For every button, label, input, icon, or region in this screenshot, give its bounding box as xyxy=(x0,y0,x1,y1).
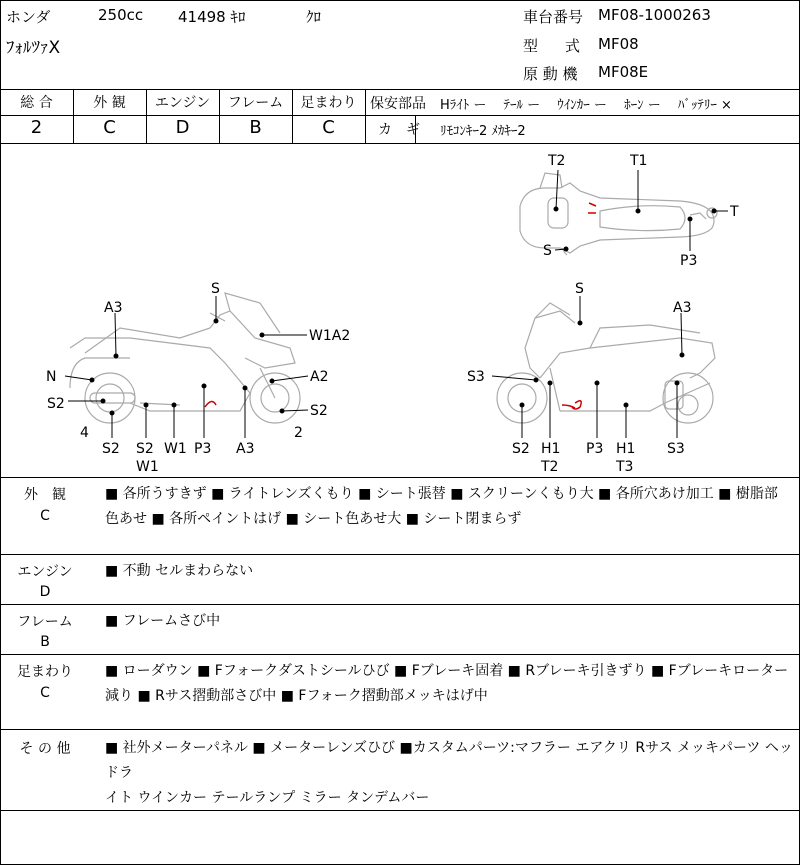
label-a2: A2 xyxy=(310,369,329,385)
label-4: 4 xyxy=(80,425,89,441)
mileage: 41498 ｷﾛ xyxy=(178,8,246,26)
label-s: S xyxy=(575,281,584,297)
displacement: 250cc xyxy=(98,6,144,24)
grade-header-suspension: 足まわり xyxy=(300,95,357,111)
label-h1: H1 xyxy=(541,441,561,457)
label-t2: T2 xyxy=(541,459,559,475)
label-p3: P3 xyxy=(680,253,698,269)
label-s: S xyxy=(543,243,552,259)
frame-no-label: 車台番号 xyxy=(523,8,584,26)
right-side-outline xyxy=(497,303,715,423)
label-a3: A3 xyxy=(104,300,123,316)
safety-parts-label: 保安部品 xyxy=(370,96,426,112)
grade-value-exterior: C xyxy=(103,117,116,138)
maker-name: ホンダ xyxy=(6,8,51,26)
label-s3: S3 xyxy=(667,441,685,457)
label-s: S xyxy=(211,281,220,297)
right-side-labels xyxy=(467,281,691,475)
section-line: 減り ■ Rサス摺動部さび中 ■ Fフォーク摺動部メッキはげ中 xyxy=(105,688,488,704)
section-grade: B xyxy=(40,634,50,650)
section-line: ■ 不動 セルまわらない xyxy=(105,563,254,579)
key-items: ﾘﾓｺﾝｷｰ2 ﾒｶｷｰ2 xyxy=(440,124,526,139)
divider xyxy=(0,604,800,605)
section-title: 足まわり xyxy=(17,664,73,680)
type-value: MF08 xyxy=(598,35,639,53)
label-t3: T3 xyxy=(616,459,634,475)
label-h1: H1 xyxy=(616,441,636,457)
divider xyxy=(0,654,800,655)
section-line: 色あせ ■ 各所ペイントはげ ■ シート色あせ大 ■ シート閉まらず xyxy=(105,511,522,527)
label-s2: S2 xyxy=(102,441,120,457)
grade-value-overall: 2 xyxy=(30,117,43,138)
label-s2: S2 xyxy=(310,403,328,419)
grade-header-frame: フレーム xyxy=(227,95,284,111)
engine-label: 原 動 機 xyxy=(523,65,578,83)
divider xyxy=(0,115,365,116)
label-s2: S2 xyxy=(47,396,65,412)
divider xyxy=(365,115,800,116)
section-line: ■ 各所うすきず ■ ライトレンズくもり ■ シート張替 ■ スクリーンくもり大 ■ 各所穴あけ加工 ■ 樹脂部 xyxy=(105,486,778,502)
label-s2: S2 xyxy=(136,441,154,457)
label-p3: P3 xyxy=(586,441,604,457)
label-t1: T1 xyxy=(630,153,648,169)
frame-no: MF08-1000263 xyxy=(598,6,711,24)
engine-value: MF08E xyxy=(598,63,649,81)
damage-mark xyxy=(562,401,581,409)
section-line: ■ 社外メーターパネル ■ メーターレンズひび ■カスタムパーツ:マフラー エアクリ Rサス メッキパーツ ヘッドラ xyxy=(105,740,793,781)
divider xyxy=(0,477,800,478)
grade-value-suspension: C xyxy=(322,117,335,138)
label-w1: W1 xyxy=(136,459,159,475)
section-line: ■ フレームさび中 xyxy=(105,613,221,629)
key-label: カ ギ xyxy=(378,122,420,138)
divider xyxy=(0,729,800,730)
section-title: エンジン xyxy=(17,564,73,580)
label-t2: T2 xyxy=(548,153,566,169)
divider xyxy=(365,89,366,143)
label-a3: A3 xyxy=(673,300,692,316)
section-title: 外 観 xyxy=(24,487,66,503)
divider xyxy=(0,810,800,811)
grade-value-engine: D xyxy=(175,117,190,138)
model-name: ﾌｫﾙﾂｧX xyxy=(6,38,61,58)
label-n: N xyxy=(46,369,57,385)
label-a3: A3 xyxy=(236,441,255,457)
section-title: フレーム xyxy=(17,614,73,630)
label-s2: S2 xyxy=(512,441,530,457)
label-p3: P3 xyxy=(194,441,212,457)
section-grade: D xyxy=(39,584,51,600)
color: ｸﾛ xyxy=(306,8,322,26)
safety-parts-items: Hﾗｲﾄ ー ﾃｰﾙ ー ｳｲﾝｶｰ ー ﾎｰﾝ ー ﾊﾞｯﾃﾘｰ × xyxy=(440,98,732,113)
label-s3: S3 xyxy=(467,369,485,385)
section-line: ■ ローダウン ■ Fフォークダストシールひび ■ Fブレーキ固着 ■ Rブレーキ引きずり ■ Fブレーキローター xyxy=(105,663,789,679)
section-grade: C xyxy=(40,508,50,524)
section-grade: C xyxy=(40,685,50,701)
divider xyxy=(0,554,800,555)
label-w1: W1 xyxy=(164,441,187,457)
grade-header-exterior: 外 観 xyxy=(93,95,126,111)
damage-mark xyxy=(588,203,596,213)
label-t: T xyxy=(730,204,739,220)
damage-diagram xyxy=(0,143,800,477)
grade-value-frame: B xyxy=(249,117,262,138)
divider xyxy=(0,89,800,90)
label-w1a2: W1A2 xyxy=(309,328,351,344)
section-title: そ の 他 xyxy=(19,741,71,757)
damage-mark xyxy=(205,401,216,407)
section-line: イト ウインカー テールランプ ミラー タンデムバー xyxy=(105,790,430,806)
type-label: 型 式 xyxy=(523,37,587,55)
grade-header-overall: 総 合 xyxy=(20,95,53,111)
label-2: 2 xyxy=(294,425,303,441)
right-side-pointers xyxy=(492,296,684,438)
grade-header-engine: エンジン xyxy=(154,95,211,111)
